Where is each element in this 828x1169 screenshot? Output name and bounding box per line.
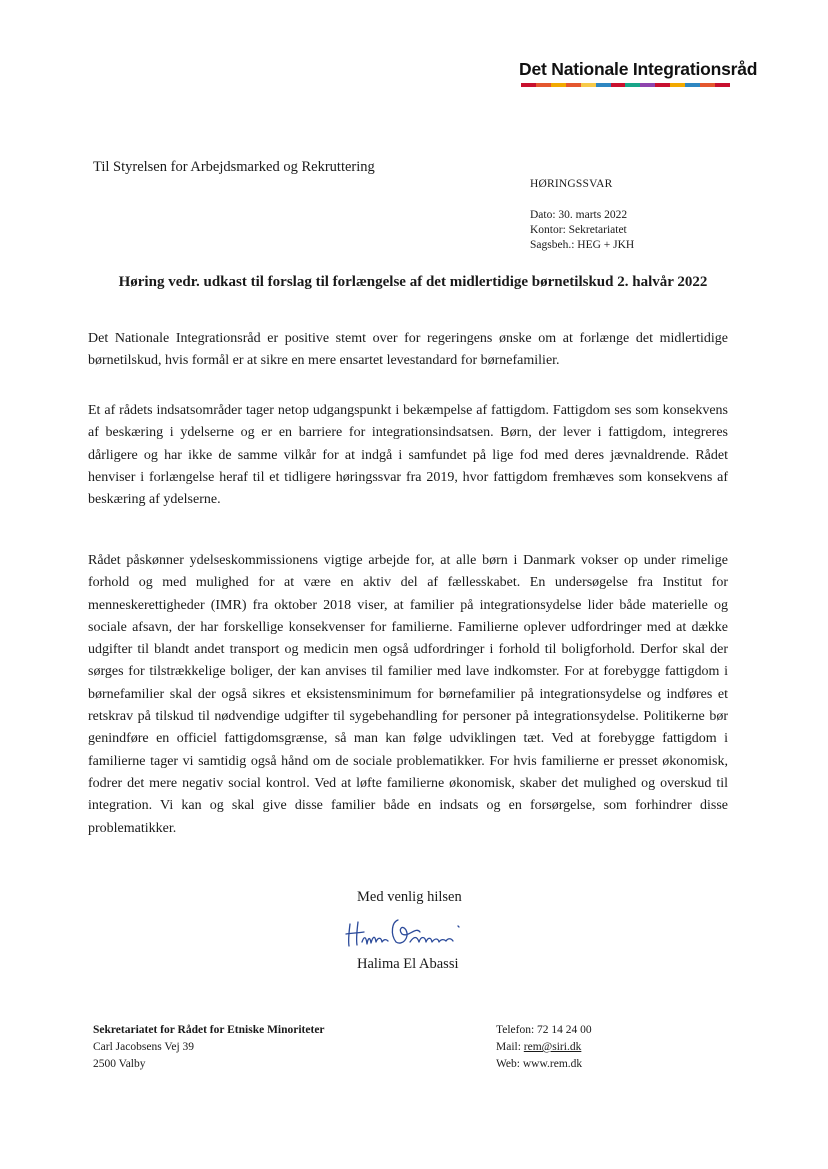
meta-date: Dato: 30. marts 2022: [530, 209, 628, 221]
footer-web: Web: www.rem.dk: [496, 1058, 583, 1070]
body-paragraph-3: Rådet påskønner ydelseskommissionens vigtige arbejde for, at alle børn i Danmark vokser op under rimelige forhold og med mulighed for at være en aktiv del af fællesskabet. En undersøgelse fra Institut for menneskerettigheder (IMR) fra oktober 2018 viser, at familier på integrationsydelse lider både materielle og sociale afsavn, der har forskellige konsekvenser for familierne. Familierne oplever udfordringer med at dække udgifter til blandt andet transport og medicin men også udfordringer i forhold til boligforhold. Derfor skal der sørges for tilstrækkelige boliger, der kan anvises til familier med lave indkomster. For at forebygge fattigdom i børnefamilier skal der også sikres et eksistensminimum for børnefamilier på integrationsydelse og indføres et retskrav på tilskud til nødvendige udgifter til sygebehandling for personer på integrationsydelse. Politikerne bør genindføre en officiel fattigdomsgrænse, så man kan følge udviklingen tæt. Ved at forebygge fattigdom i familierne tager vi samtidig også hånd om de sociale problematikker. For hvis familierne er presset økonomisk, fodrer det mere negativ social kontrol. Ved at løfte familierne økonomisk, skaber det mulighed og overskud til integration. Vi kan og skal give disse familier både en indsats og en forsørgelse, som forhindrer disse problematikker.: [88, 553, 728, 836]
footer-city: 2500 Valby: [93, 1058, 146, 1070]
brand-color-segment: [536, 83, 551, 87]
body-paragraph-2: Et af rådets indsatsområder tager netop udgangspunkt i bekæmpelse af fattigdom. Fattigdom ses som konsekvens af beskæring i ydelserne og er en barriere for integrationsindsatsen. Børn, der lever i fattigdom, integreres dårligere og har ikke de samme vilkår for at indgå i samfundet på lige fod med deres jævnaldrende. Rådet henviser i forlængelse heraf til et tidligere høringssvar fra 2019, hvor fattigdom fremhæves som konsekvens af beskæring af ydelserne.: [88, 403, 728, 508]
recipient: Til Styrelsen for Arbejdsmarked og Rekruttering: [93, 159, 375, 175]
brand-color-segment: [566, 83, 581, 87]
meta-case-handler: Sagsbeh.: HEG + JKH: [530, 239, 635, 251]
brand-color-segment: [551, 83, 566, 87]
footer-mail: [496, 1039, 592, 1056]
footer-organization: Sekretariatet for Rådet for Etniske Minoriteter: [93, 1024, 325, 1036]
signer-name: Halima El Abassi: [357, 956, 459, 972]
brand-color-segment: [625, 83, 640, 87]
footer-street: Carl Jacobsens Vej 39: [93, 1041, 195, 1053]
footer-contact: [496, 1022, 592, 1073]
document-type: HØRINGSSVAR: [530, 178, 613, 190]
brand-color-segment: [581, 83, 596, 87]
brand-color-segment: [640, 83, 655, 87]
meta-office: Kontor: Sekretariatet: [530, 224, 627, 236]
organization-name: Det Nationale Integrationsråd: [519, 59, 758, 79]
brand-color-segment: [700, 83, 715, 87]
brand-color-segment: [611, 83, 626, 87]
brand-color-bar: [521, 83, 730, 87]
brand-color-segment: [596, 83, 611, 87]
document-meta: [530, 208, 634, 253]
brand-color-segment: [685, 83, 700, 87]
footer-phone: Telefon: 72 14 24 00: [496, 1024, 592, 1036]
body-paragraph-1: Det Nationale Integrationsråd er positive stemt over for regeringens ønske om at forlænge det midlertidige børnetilskud, hvis formål er at sikre en mere ensartet levestandard for børnefamilier.: [88, 331, 728, 369]
brand-color-segment: [715, 83, 730, 87]
footer-address: [93, 1022, 325, 1073]
brand-color-segment: [670, 83, 685, 87]
brand-color-segment: [655, 83, 670, 87]
subject-heading: Høring vedr. udkast til forslag til forlængelse af det midlertidige børnetilskud 2. halvår 2022: [118, 274, 708, 290]
brand-color-segment: [521, 83, 536, 87]
footer-mail-label: Mail:: [496, 1041, 524, 1053]
closing-greeting: Med venlig hilsen: [357, 889, 462, 905]
footer-mail-link[interactable]: rem@siri.dk: [523, 1041, 582, 1053]
handwritten-signature: [340, 912, 470, 952]
